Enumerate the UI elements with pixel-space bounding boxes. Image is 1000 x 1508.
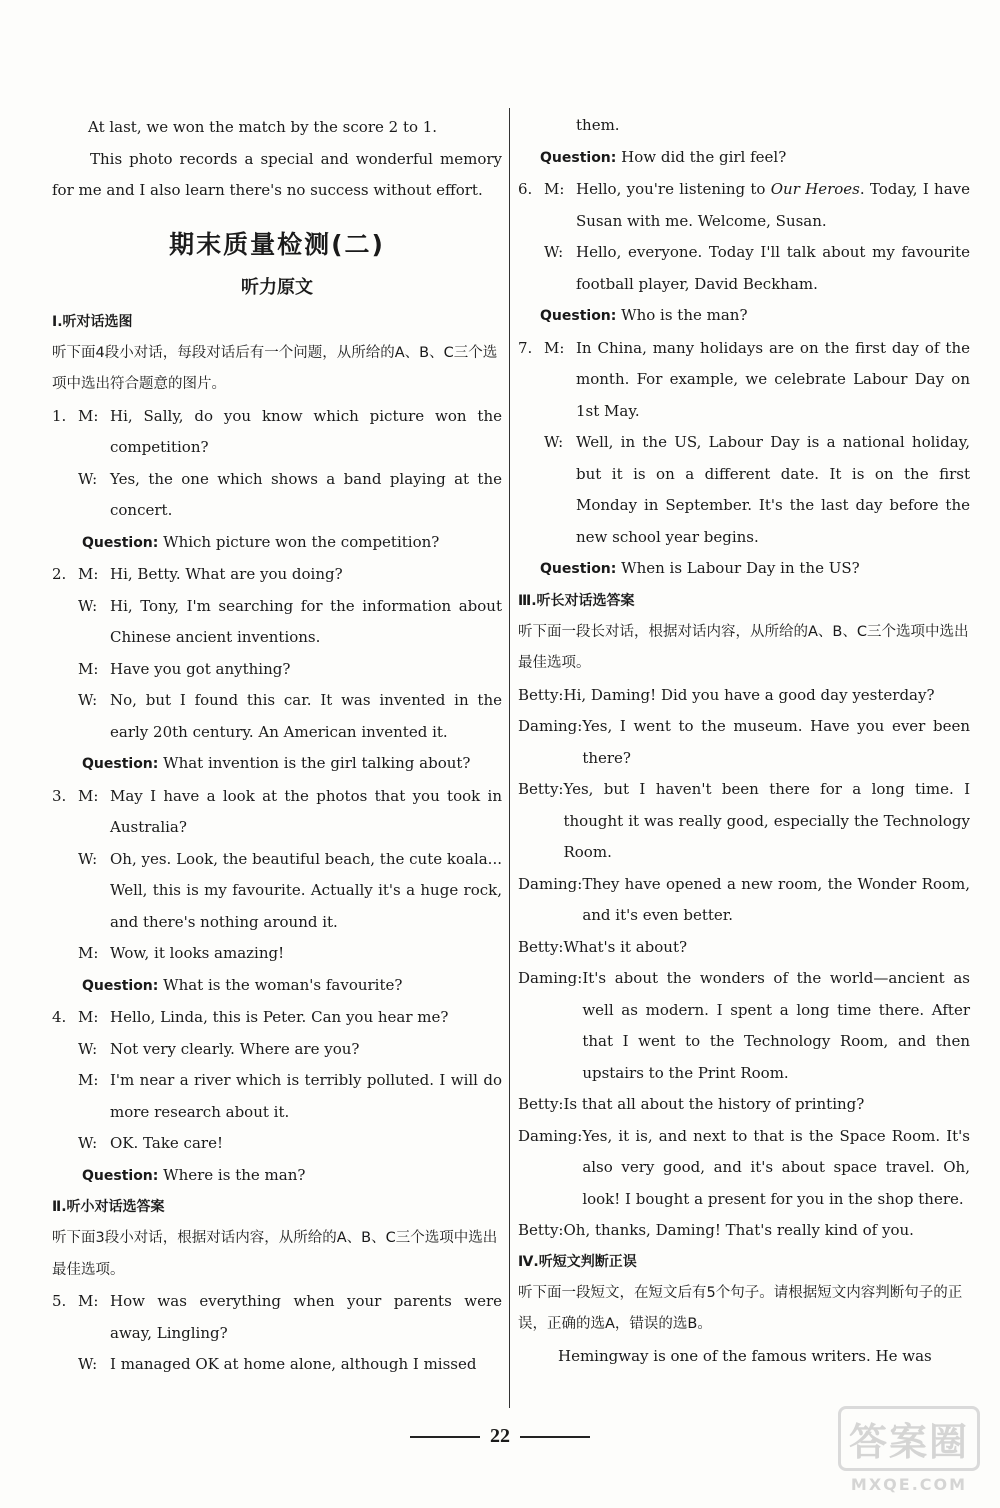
dialogue-text: They have opened a new room, the Wonder Room, and it's even better.	[582, 874, 970, 924]
speaker: Daming:	[518, 717, 583, 735]
item-number: 6.	[518, 180, 533, 198]
dialogue-text: Have you got anything?	[110, 659, 291, 678]
question-label: Question:	[540, 561, 617, 577]
question-item-3	[52, 781, 502, 1003]
speaker: M:	[78, 406, 99, 425]
speaker: Daming:	[518, 969, 583, 987]
question-label: Question:	[82, 534, 159, 551]
program-title: Our Heroes	[770, 180, 860, 198]
question-text: What is the woman's favourite?	[163, 975, 403, 994]
ornament-right-icon	[520, 1436, 590, 1438]
ornament-left-icon	[410, 1436, 480, 1438]
page-title: 期末质量检测(二)	[169, 229, 385, 259]
question-item-4	[52, 1002, 502, 1192]
dialogue-text: Hi, Tony, I'm searching for the information about Chinese ancient inventions.	[110, 596, 502, 646]
section-instruction-1: 听下面4段小对话，每段对话后有一个问题，从所给的A、B、C三个选项中选出符合题意的图片。	[52, 344, 498, 392]
speaker: W:	[78, 691, 98, 709]
dialogue-text: Yes, I went to the museum. Have you ever been there?	[582, 717, 970, 767]
dialogue-text: Not very clearly. Where are you?	[110, 1039, 360, 1058]
intro-line: At last, we won the match by the score 2 to 1.	[88, 118, 438, 136]
dialogue-text: It's about the wonders of the world—ancient as well as modern. I spent a long time there. After that I went to the Technology Room, and then upstairs to the Print Room.	[582, 969, 970, 1082]
dialogue-text: No, but I found this car. It was invented in the early 20th century. An American invented it.	[110, 691, 502, 741]
speaker: Betty:	[518, 780, 564, 798]
section-subtitle: 听力原文	[241, 276, 313, 298]
dialogue-text: Hello, everyone. Today I'll talk about my favourite football player, David Beckham.	[576, 243, 970, 293]
question-item-1	[52, 401, 502, 560]
dialogue-text: In China, many holidays are on the first day of the month. For example, we celebrate Labour Day on 1st May.	[576, 338, 970, 420]
dialogue-text: OK. Take care!	[110, 1134, 223, 1152]
section-instruction-4: 听下面一段短文，在短文后有5个句子。请根据短文内容判断句子的正误，正确的选A，错误的选B。	[518, 1284, 963, 1332]
dialogue-text: What's it about?	[563, 937, 688, 956]
question-text: Who is the man?	[621, 306, 748, 324]
speaker: W:	[544, 433, 564, 451]
item-number: 1.	[52, 406, 67, 425]
speaker: M:	[78, 1008, 99, 1026]
dialogue-text: Is that all about the history of printing?	[563, 1095, 865, 1113]
speaker: M:	[544, 338, 565, 357]
speaker: M:	[78, 659, 99, 678]
dialogue-text: Oh, thanks, Daming! That's really kind of you.	[563, 1221, 914, 1239]
section-heading-2: Ⅱ.听小对话选答案	[52, 1199, 165, 1215]
item-number: 3.	[52, 786, 67, 805]
dialogue-text: them.	[576, 116, 620, 134]
watermark-url: MXQE.COM	[850, 1475, 968, 1494]
question-item-2	[52, 559, 502, 781]
speaker: M:	[78, 565, 99, 583]
item-number: 5.	[52, 1292, 67, 1310]
question-text: Where is the man?	[163, 1165, 306, 1184]
left-column	[52, 112, 502, 1381]
section-heading-3: Ⅲ.听长对话选答案	[518, 592, 635, 609]
speaker: M:	[78, 786, 99, 805]
right-column	[518, 110, 970, 1372]
question-label: Question:	[540, 308, 617, 324]
question-label: Question:	[540, 149, 617, 166]
passage-text: Hemingway is one of the famous writers. He was	[558, 1346, 932, 1365]
dialogue-text: Wow, it looks amazing!	[110, 944, 285, 962]
speaker: M:	[78, 944, 99, 962]
dialogue-text: Hello, you're listening to Our Heroes. Today, I have Susan with me. Welcome, Susan.	[576, 180, 970, 230]
speaker: Betty:	[518, 937, 564, 956]
speaker: M:	[78, 1071, 99, 1089]
question-text: Which picture won the competition?	[163, 532, 440, 551]
speaker: W:	[78, 596, 98, 615]
section-heading-4: Ⅳ.听短文判断正误	[518, 1253, 637, 1270]
speaker: W:	[544, 243, 564, 261]
watermark-logo: 答案圈	[838, 1406, 980, 1471]
dialogue-text: How was everything when your parents were away, Lingling?	[110, 1292, 502, 1342]
question-label: Question:	[82, 1167, 159, 1184]
question-label: Question:	[82, 756, 159, 772]
speaker: Betty:	[518, 1221, 564, 1239]
dialogue-text: Well, in the US, Labour Day is a national holiday, but it is on a different date. It is on the first Monday in September. It's the last day before the new school year begins.	[576, 433, 970, 546]
page-number: 22	[490, 1425, 510, 1447]
long-dialogue	[518, 680, 970, 1247]
question-label: Question:	[82, 977, 159, 994]
dialogue-text: I managed OK at home alone, although I missed	[110, 1355, 477, 1373]
question-item-5	[52, 1286, 502, 1381]
speaker: W:	[78, 1355, 98, 1373]
dialogue-text: Hi, Betty. What are you doing?	[110, 565, 343, 583]
question-text: What invention is the girl talking about?	[163, 754, 471, 772]
dialogue-text: Yes, the one which shows a band playing at the concert.	[110, 469, 502, 519]
section-instruction-3: 听下面一段长对话，根据对话内容，从所给的A、B、C三个选项中选出最佳选项。	[518, 623, 969, 671]
dialogue-text: Hi, Daming! Did you have a good day yesterday?	[563, 685, 935, 704]
speaker: W:	[78, 1134, 98, 1152]
speaker: W:	[78, 469, 98, 488]
dialogue-text: Oh, yes. Look, the beautiful beach, the cute koala... Well, this is my favourite. Actually it's a huge rock, and there's nothing around it.	[110, 849, 502, 931]
column-divider	[509, 108, 510, 1408]
watermark	[838, 1406, 980, 1494]
dialogue-text: Yes, but I haven't been there for a long time. I thought it was really good, especially the Technology Room.	[563, 780, 970, 861]
dialogue-text: Hello, Linda, this is Peter. Can you hear me?	[110, 1008, 449, 1026]
section-heading-1: Ⅰ.听对话选图	[52, 313, 133, 330]
item-number: 2.	[52, 565, 67, 583]
speaker: Betty:	[518, 685, 564, 704]
speaker: W:	[78, 1039, 98, 1058]
speaker: Daming:	[518, 874, 583, 893]
question-text: How did the girl feel?	[621, 147, 787, 166]
item-number: 7.	[518, 338, 533, 357]
dialogue-text: Hi, Sally, do you know which picture won the competition?	[110, 406, 502, 456]
question-item-7	[518, 333, 970, 586]
section-instruction-2: 听下面3段小对话，根据对话内容，从所给的A、B、C三个选项中选出最佳选项。	[52, 1230, 498, 1278]
question-text: When is Labour Day in the US?	[621, 559, 860, 577]
speaker: Daming:	[518, 1126, 583, 1145]
speaker: W:	[78, 849, 98, 868]
question-item-6	[518, 174, 970, 333]
item-number: 4.	[52, 1008, 67, 1026]
dialogue-text: May I have a look at the photos that you took in Australia?	[110, 786, 502, 836]
dialogue-text: Yes, it is, and next to that is the Space Room. It's also very good, and it's about space travel. Oh, look! I bought a present for you in the shop there.	[582, 1126, 970, 1208]
speaker: M:	[78, 1292, 99, 1310]
dialogue-text: I'm near a river which is terribly polluted. I will do more research about it.	[110, 1071, 502, 1121]
intro-paragraph: This photo records a special and wonderful memory for me and I also learn there's no success without effort.	[52, 149, 502, 199]
speaker: M:	[544, 180, 565, 198]
speaker: Betty:	[518, 1095, 564, 1113]
